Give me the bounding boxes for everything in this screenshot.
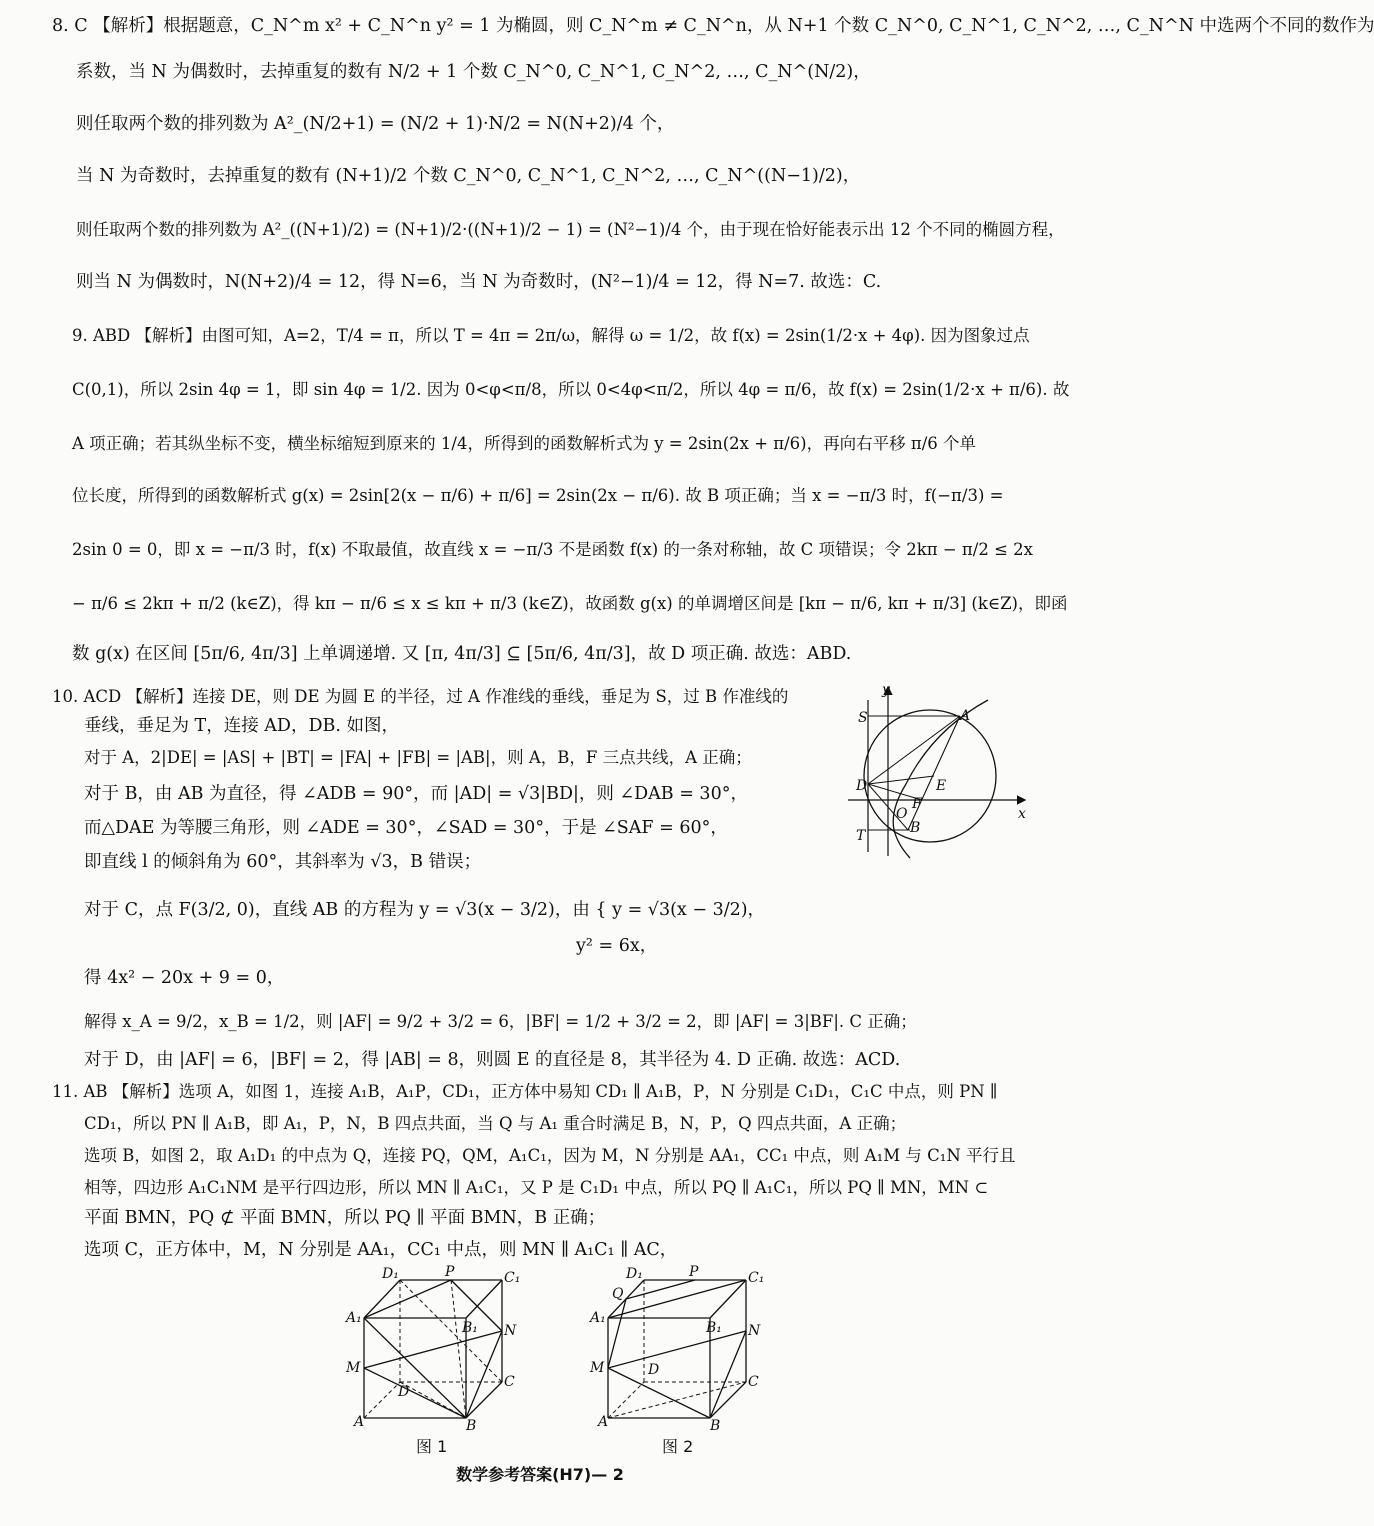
fig-label-f: F — [912, 796, 922, 812]
q8-line-6: 则当 N 为偶数时，N(N+2)/4 = 12，得 N=6，当 N 为奇数时，(N²−1)/4 = 12，得 N=7. 故选：C. — [76, 272, 882, 292]
fig-label-o: O — [896, 806, 908, 822]
fig-label-a: A — [960, 708, 971, 724]
q8-line-3: 则任取两个数的排列数为 A²_(N/2+1) = (N/2 + 1)·N/2 = N(N+2)/4 个， — [76, 114, 675, 134]
fig2-label-q: Q — [612, 1286, 624, 1302]
q9-line-4: 位长度，所得到的函数解析式 g(x) = 2sin[2(x − π/6) + π/6] = 2sin(2x − π/6). 故 B 项正确；当 x = −π/3 时，f(−π/3) = — [72, 486, 1004, 505]
fig2-label-m: M — [590, 1360, 605, 1376]
fig1-label-c: C — [504, 1374, 515, 1390]
q9-line-7: 数 g(x) 在区间 [5π/6, 4π/3] 上单调递增. 又 [π, 4π/3] ⊆ [5π/6, 4π/3]，故 D 项正确. 故选：ABD. — [72, 644, 852, 664]
fig1-label-n: N — [504, 1323, 517, 1339]
fig-label-y: y — [882, 682, 890, 698]
fig2-label-b1: B₁ — [706, 1320, 722, 1336]
q10-line-8: 得 4x² − 20x + 9 = 0， — [84, 968, 285, 988]
q9-line-6: − π/6 ≤ 2kπ + π/2 (k∈Z)，得 kπ − π/6 ≤ x ≤ kπ + π/3 (k∈Z)，故函数 g(x) 的单调增区间是 [kπ − π/6, kπ + π/3] (k∈Z)，即函 — [72, 594, 1068, 613]
fig1-label-m: M — [346, 1360, 361, 1376]
fig2-label-c: C — [748, 1374, 759, 1390]
q8-line-5: 则任取两个数的排列数为 A²_((N+1)/2) = (N+1)/2·((N+1)/2 − 1) = (N²−1)/4 个，由于现在恰好能表示出 12 个不同的椭圆方程， — [76, 220, 1065, 239]
q10-line-2: 垂线，垂足为 T，连接 AD，DB. 如图， — [84, 716, 399, 736]
q11-line-1: 11. AB 【解析】选项 A，如图 1，连接 A₁B，A₁P，CD₁，正方体中易知 CD₁ ∥ A₁B，P，N 分别是 C₁D₁，C₁C 中点，则 PN ∥ — [52, 1082, 998, 1101]
q9-line-3: A 项正确；若其纵坐标不变，横坐标缩短到原来的 1/4，所得到的函数解析式为 y = 2sin(2x + π/6)，再向右平移 π/6 个单 — [72, 434, 976, 453]
cube-figure-1 — [340, 1262, 540, 1432]
fig2-label-p: P — [689, 1264, 699, 1280]
fig-label-s: S — [858, 710, 868, 726]
fig2-label-n: N — [748, 1323, 761, 1339]
fig-label-d: D — [856, 778, 868, 794]
q10-line-10: 对于 D，由 |AF| = 6，|BF| = 2，得 |AB| = 8，则圆 E 的直径是 8，其半径为 4. D 正确. 故选：ACD. — [84, 1050, 901, 1070]
fig1-caption: 图 1 — [416, 1437, 448, 1456]
fig1-label-b: B — [466, 1418, 477, 1434]
fig-label-e: E — [936, 778, 947, 794]
q9-line-2: C(0,1)，所以 2sin 4φ = 1，即 sin 4φ = 1/2. 因为 0<φ<π/8，所以 0<4φ<π/2，所以 4φ = π/6，故 f(x) = 2sin(1/2·x + π/6). 故 — [72, 380, 1070, 399]
q11-line-4: 相等，四边形 A₁C₁NM 是平行四边形，所以 MN ∥ A₁C₁，又 P 是 C₁D₁ 中点，所以 PQ ∥ A₁C₁，所以 PQ ∥ MN，MN ⊂ — [84, 1178, 989, 1197]
q10-line-4: 对于 B，由 AB 为直径，得 ∠ADB = 90°，而 |AD| = √3|BD|，则 ∠DAB = 30°， — [84, 784, 748, 804]
q11-line-5: 平面 BMN，PQ ⊄ 平面 BMN，所以 PQ ∥ 平面 BMN，B 正确； — [84, 1208, 606, 1228]
q11-line-6: 选项 C，正方体中，M，N 分别是 AA₁，CC₁ 中点，则 MN ∥ A₁C₁ ∥ AC， — [84, 1240, 678, 1260]
q9-line-1: 9. ABD 【解析】由图可知，A=2，T/4 = π，所以 T = 4π = 2π/ω，解得 ω = 1/2，故 f(x) = 2sin(1/2·x + 4φ). 因为图象过点 — [72, 326, 1030, 345]
fig-label-b: B — [910, 820, 921, 836]
q8-line-2: 系数，当 N 为偶数时，去掉重复的数有 N/2 + 1 个数 C_N^0, C_N^1, C_N^2, …, C_N^(N/2)， — [76, 62, 871, 82]
fig1-label-d1: D₁ — [382, 1266, 399, 1282]
q9-line-5: 2sin 0 = 0，即 x = −π/3 时，f(x) 不取最值，故直线 x = −π/3 不是函数 f(x) 的一条对称轴，故 C 项错误；令 2kπ − π/2 ≤ 2x — [72, 540, 1033, 559]
fig-label-t: T — [856, 828, 866, 844]
q10-line-6: 即直线 l 的倾斜角为 60°，其斜率为 √3，B 错误； — [84, 852, 482, 872]
fig1-label-b1: B₁ — [462, 1320, 478, 1336]
fig1-label-a: A — [354, 1414, 365, 1430]
fig2-label-a: A — [598, 1414, 609, 1430]
fig1-label-p: P — [445, 1264, 455, 1280]
fig2-label-b: B — [710, 1418, 721, 1434]
q11-line-2: CD₁，所以 PN ∥ A₁B，即 A₁，P，N，B 四点共面，当 Q 与 A₁ 重合时满足 B，N，P，Q 四点共面，A 正确； — [84, 1114, 907, 1133]
page-footer: 数学参考答案(H7)— 2 — [456, 1465, 624, 1484]
fig-label-x: x — [1018, 806, 1026, 822]
fig2-label-c1: C₁ — [748, 1270, 765, 1286]
fig1-label-a1: A₁ — [346, 1310, 362, 1326]
q8-line-1: 8. C 【解析】根据题意，C_N^m x² + C_N^n y² = 1 为椭圆，则 C_N^m ≠ C_N^n，从 N+1 个数 C_N^0, C_N^1, C_N^2, …, C_N^N 中选两个不同的数作为 — [52, 16, 1374, 36]
parabola-circle-figure — [838, 680, 1038, 860]
q10-line-7: 对于 C，点 F(3/2, 0)，直线 AB 的方程为 y = √3(x − 3/2)，由 { y = √3(x − 3/2)， — [84, 900, 766, 920]
q11-line-3: 选项 B，如图 2，取 A₁D₁ 的中点为 Q，连接 PQ，QM，A₁C₁，因为 M，N 分别是 AA₁，CC₁ 中点，则 A₁M 与 C₁N 平行且 — [84, 1146, 1016, 1165]
q10-line-7b: y² = 6x， — [576, 936, 658, 956]
fig2-label-d: D — [648, 1362, 660, 1378]
q10-line-1: 10. ACD 【解析】连接 DE，则 DE 为圆 E 的半径，过 A 作准线的垂线，垂足为 S，过 B 作准线的 — [52, 687, 789, 706]
fig2-label-d1: D₁ — [626, 1266, 643, 1282]
fig2-caption: 图 2 — [662, 1437, 694, 1456]
q10-line-9: 解得 x_A = 9/2，x_B = 1/2，则 |AF| = 9/2 + 3/2 = 6，|BF| = 1/2 + 3/2 = 2，即 |AF| = 3|BF|. C 正确； — [84, 1012, 917, 1031]
fig1-label-c1: C₁ — [504, 1270, 521, 1286]
q10-line-3: 对于 A，2|DE| = |AS| + |BT| = |FA| + |FB| = |AB|，则 A，B，F 三点共线，A 正确； — [84, 748, 752, 767]
cube-figure-2 — [584, 1262, 784, 1432]
fig1-label-d: D — [398, 1384, 410, 1400]
q10-line-5: 而△DAE 为等腰三角形，则 ∠ADE = 30°，∠SAD = 30°，于是 ∠SAF = 60°， — [84, 818, 728, 838]
fig2-label-a1: A₁ — [590, 1310, 606, 1326]
q8-line-4: 当 N 为奇数时，去掉重复的数有 (N+1)/2 个数 C_N^0, C_N^1, C_N^2, …, C_N^((N−1)/2)， — [76, 166, 861, 186]
